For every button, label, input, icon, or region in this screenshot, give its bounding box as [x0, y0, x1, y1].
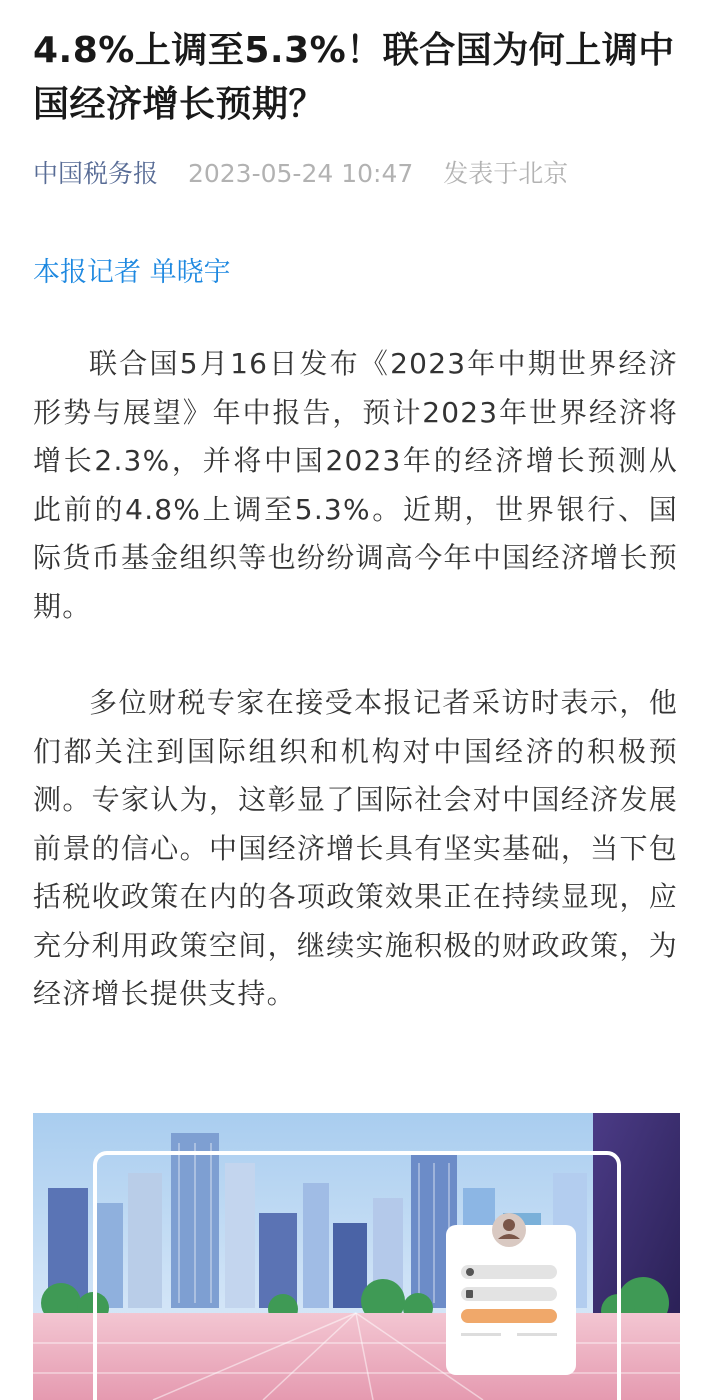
city-skyline-icon [33, 1113, 680, 1400]
article-illustration[interactable] [33, 1113, 680, 1400]
source-link[interactable]: 中国税务报 [33, 159, 159, 188]
publish-location: 发表于北京 [443, 159, 569, 188]
paragraph-2: 多位财税专家在接受本报记者采访时表示，他们都关注到国际组织和机构对中国经济的积极预测。专家认为，这彰显了国际社会对中国经济发展前景的信心。中国经济增长具有坚实基础，当下包括税收政策在内的各项政策效果正在持续显现，应充分利用政策空间，继续实施积极的财政政策，为经济增长提供支持。 [33, 686, 678, 1010]
login-card-icon [446, 1213, 576, 1375]
article-meta [33, 156, 568, 192]
byline: 本报记者 单晓宇 [33, 257, 231, 288]
paragraph-1: 联合国5月16日发布《2023年中期世界经济形势与展望》年中报告，预计2023年世界经济将增长2.3%，并将中国2023年的经济增长预测从此前的4.8%上调至5.3%。近期，世界银行、国际货币基金组织等也纷纷调高今年中国经济增长预期。 [33, 347, 678, 623]
publish-time: 2023-05-24 10:47 [187, 159, 414, 188]
article-title: 4.8%上调至5.3%！联合国为何上调中国经济增长预期？ [33, 30, 675, 125]
lock-icon [466, 1290, 473, 1298]
